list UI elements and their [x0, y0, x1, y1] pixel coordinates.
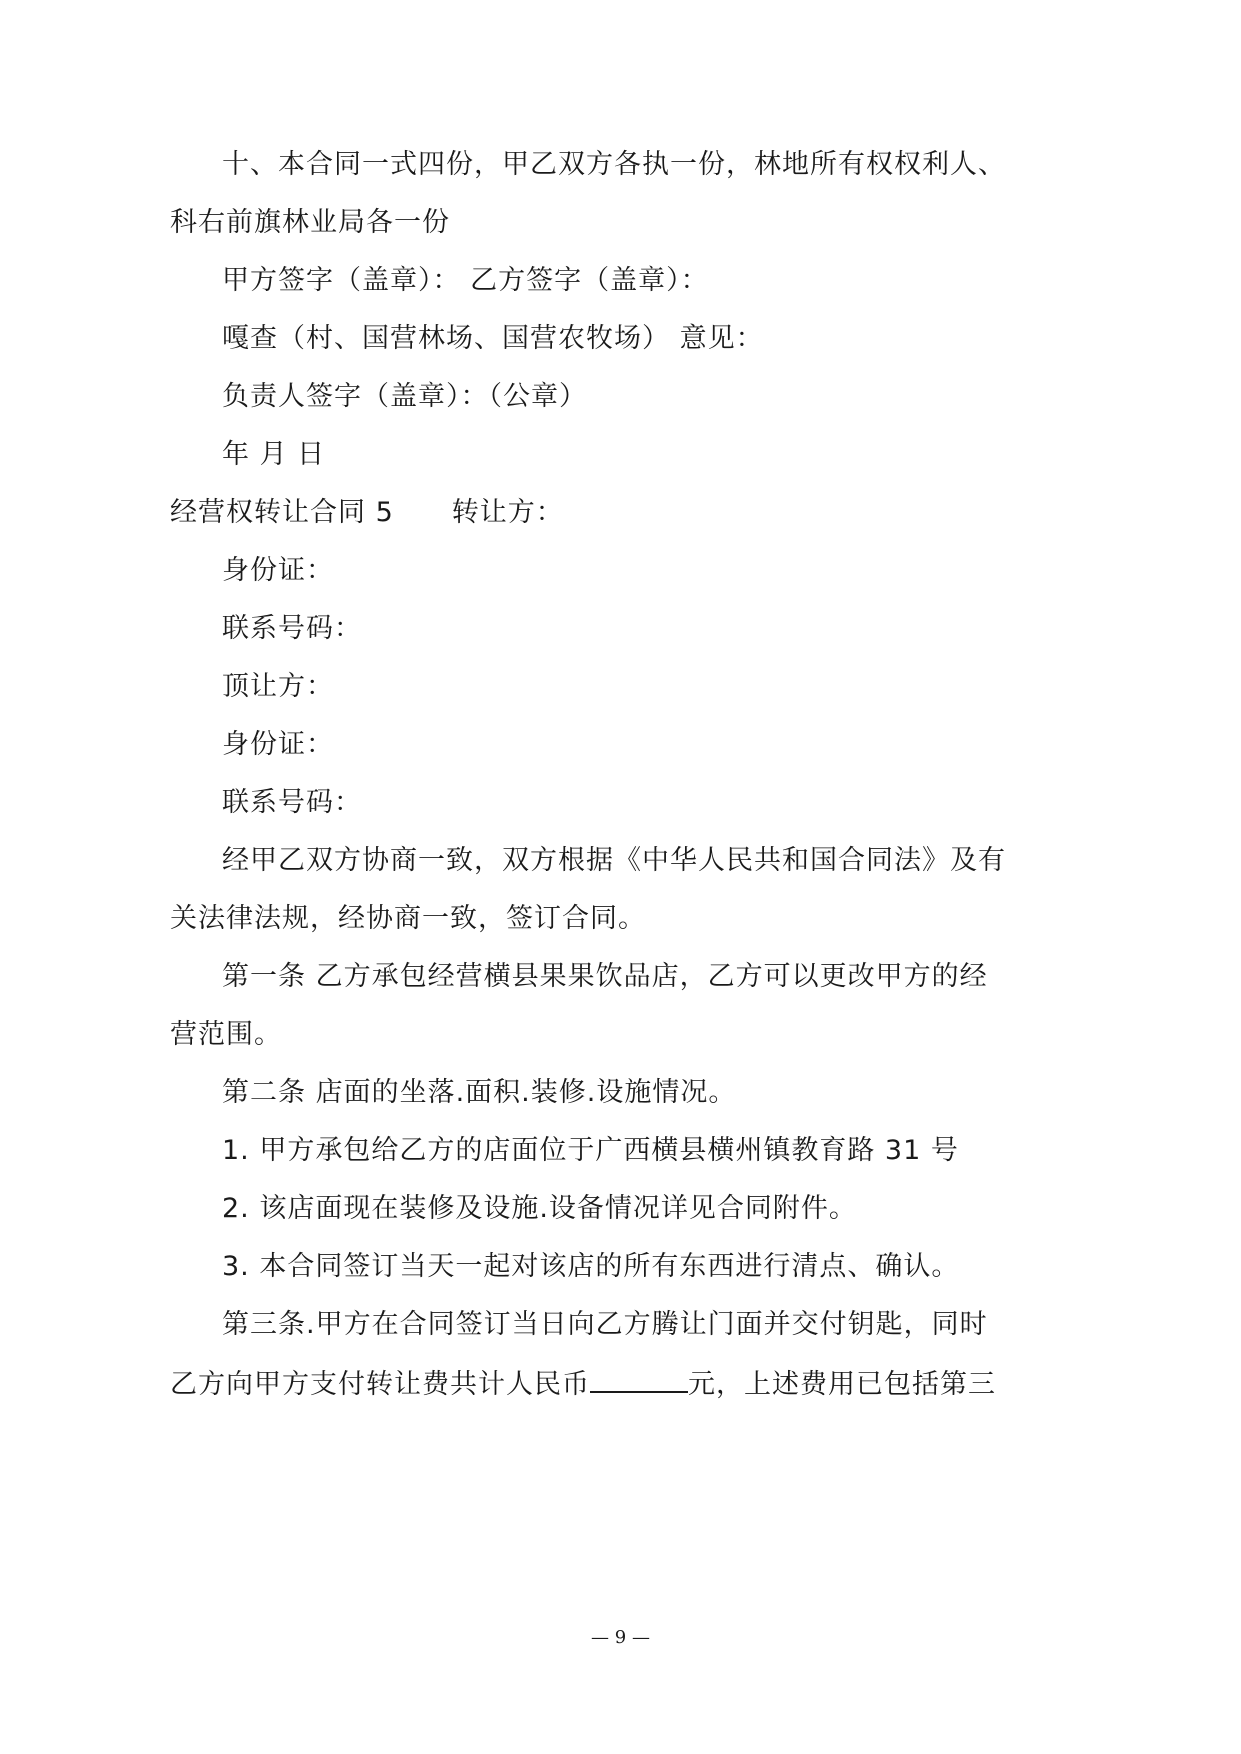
transferor-label: 转让方：	[451, 497, 564, 528]
date-line: 年 月 日	[222, 439, 326, 470]
signature-line: 甲方签字（盖章）： 乙方签字（盖章）：	[222, 265, 709, 296]
phone-field-label: 联系号码：	[222, 787, 362, 818]
paragraph-line: 营范围。	[170, 1019, 282, 1050]
article-line: 第三条.甲方在合同签订当日向乙方腾让门面并交付钥匙，同时	[222, 1309, 988, 1340]
list-item: 3. 本合同签订当天一起对该店的所有东西进行清点、确认。	[222, 1251, 960, 1282]
transferee-label: 顶让方：	[222, 671, 334, 702]
contract-title: 经营权转让合同 5	[170, 497, 394, 528]
opinion-line: 嘎查（村、国营林场、国营农牧场） 意见：	[222, 323, 764, 354]
contract-heading	[170, 495, 564, 531]
fee-line	[170, 1365, 996, 1403]
paragraph-line: 经甲乙双方协商一致，双方根据《中华人民共和国合同法》及有	[222, 845, 1006, 876]
id-field-label: 身份证：	[222, 729, 334, 760]
article-line: 第一条 乙方承包经营横县果果饮品店，乙方可以更改甲方的经	[222, 961, 988, 992]
paragraph-line: 关法律法规，经协商一致，签订合同。	[170, 903, 646, 934]
fee-text-before: 乙方向甲方支付转让费共计人民币	[170, 1369, 590, 1400]
amount-blank	[590, 1365, 688, 1393]
page-number: — 9 —	[591, 1627, 650, 1648]
phone-field-label: 联系号码：	[222, 613, 362, 644]
id-field-label: 身份证：	[222, 555, 334, 586]
fee-text-after: 元，上述费用已包括第三	[688, 1369, 996, 1400]
article-line: 第二条 店面的坐落.面积.装修.设施情况。	[222, 1077, 737, 1108]
signature-line: 负责人签字（盖章）：（公章）	[222, 381, 587, 412]
list-item: 2. 该店面现在装修及设施.设备情况详见合同附件。	[222, 1193, 857, 1224]
list-item: 1. 甲方承包给乙方的店面位于广西横县横州镇教育路 31 号	[222, 1135, 959, 1166]
paragraph-line: 科右前旗林业局各一份	[170, 207, 450, 238]
paragraph-line: 十、本合同一式四份，甲乙双方各执一份，林地所有权权利人、	[222, 149, 1006, 180]
